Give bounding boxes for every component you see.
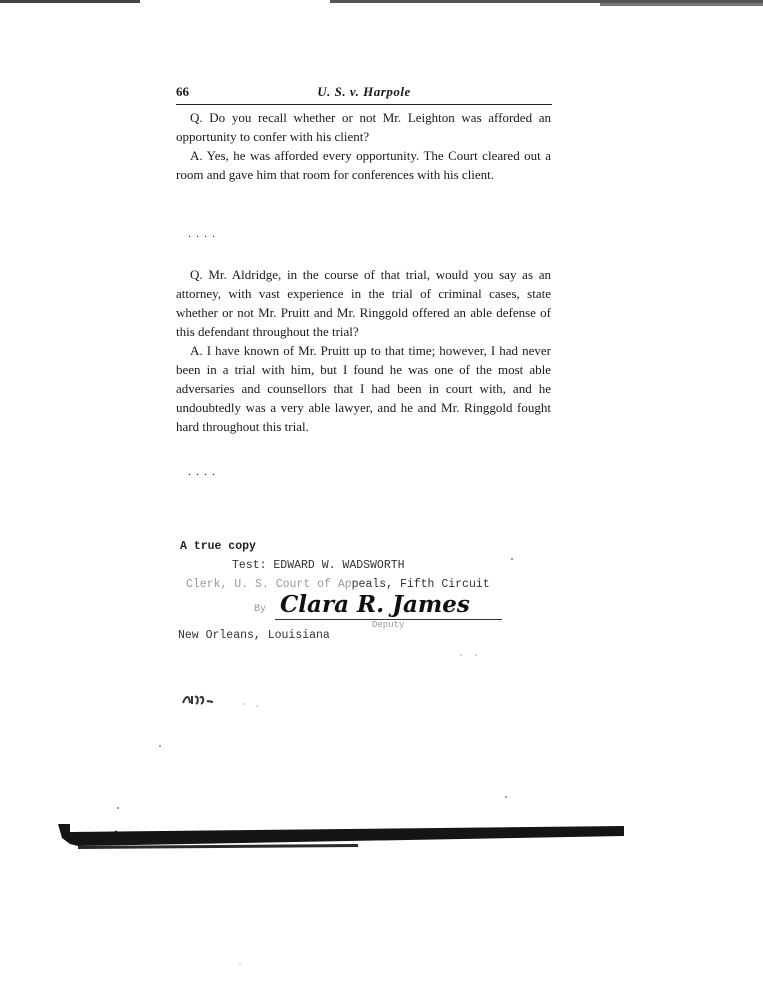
page-number: 66 — [176, 84, 189, 99]
bottom-binding-bar — [58, 822, 624, 854]
answer-paragraph: A. Yes, he was afforded every opportunity. The Court cleared out a room and gave him that room for conferences with his client. — [176, 148, 551, 182]
case-title: U. S. v. Harpole — [317, 84, 411, 99]
clerk-line — [186, 578, 490, 591]
svg-text:Clara R. James: Clara R. James — [280, 592, 470, 618]
omission-ellipsis: .... — [188, 226, 220, 240]
answer-paragraph: A. I have known of Mr. Pruitt up to that time; however, I had never been in a trial with him, but I found he was one of the most able adversaries and counsellors that I had been in court with, and he undoubtedly was a very able lawyer, and he and Mr. Ringgold fought hard throughout this trial. — [176, 343, 551, 434]
transcript-body — [176, 108, 551, 495]
omission-ellipsis: .... — [188, 464, 220, 478]
scan-edge-mark — [0, 0, 140, 3]
ink-stamp-mark — [180, 690, 220, 708]
scan-edge-mark — [600, 3, 763, 6]
by-label: By — [254, 604, 267, 615]
deputy-label: Deputy — [372, 620, 405, 630]
question-paragraph: Q. Do you recall whether or not Mr. Leighton was afforded an opportunity to confer with his client? — [176, 110, 551, 144]
question-paragraph: Q. Mr. Aldridge, in the course of that trial, would you say as an attorney, with vast experience in the trial of criminal cases, state whether or not Mr. Pruitt and Mr. Ringgold offered an able defense of this defendant throughout the trial? — [176, 267, 551, 339]
attestation-line: Test: EDWARD W. WADSWORTH — [232, 559, 405, 572]
clerk-suffix: peals, Fifth Circuit — [351, 578, 490, 591]
clerk-prefix: Clerk, U. S. Court of Ap — [186, 578, 352, 591]
page-header — [176, 84, 552, 105]
true-copy-label: A true copy — [180, 540, 256, 553]
location-line: New Orleans, Louisiana — [178, 629, 330, 642]
